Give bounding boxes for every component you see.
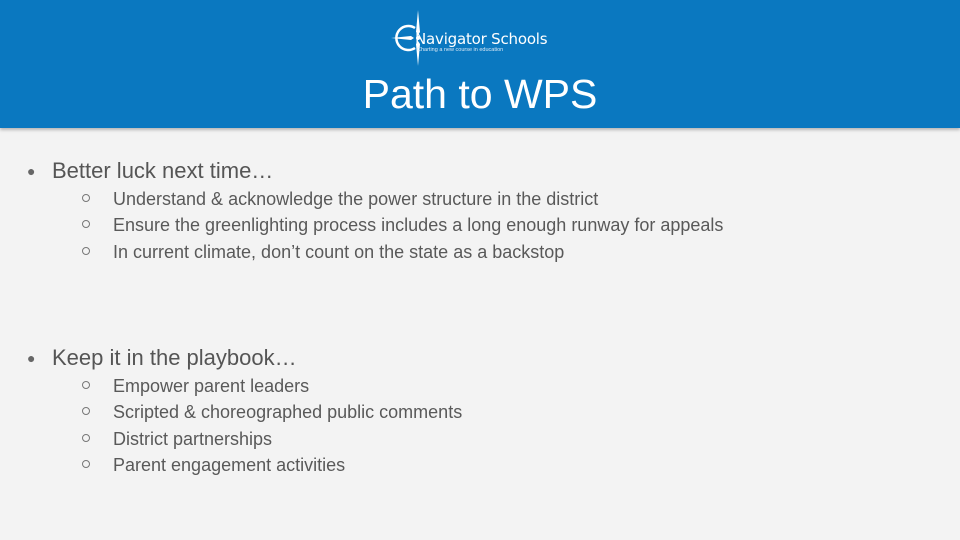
bullet-ring-icon: [82, 407, 90, 415]
list-item: Parent engagement activities: [113, 454, 345, 476]
bullet-ring-icon: [82, 381, 90, 389]
section-heading-text: Keep it in the playbook…: [52, 345, 297, 370]
bullet-ring-icon: [82, 247, 90, 255]
bullet-dot-icon: ●: [27, 350, 36, 366]
list-item: Scripted & choreographed public comments: [113, 401, 462, 423]
list-item: District partnerships: [113, 428, 272, 450]
logo-name: Navigator Schools: [415, 30, 548, 48]
section-heading-better-luck: [27, 158, 274, 184]
list-item: Empower parent leaders: [113, 375, 309, 397]
bullet-ring-icon: [82, 460, 90, 468]
section-heading-text: Better luck next time…: [52, 158, 274, 183]
list-item: In current climate, don’t count on the state as a backstop: [113, 241, 564, 263]
slide-header: [0, 0, 960, 128]
section-heading-playbook: [27, 345, 297, 371]
bullet-ring-icon: [82, 194, 90, 202]
list-item: Understand & acknowledge the power structure in the district: [113, 188, 598, 210]
list-item: Ensure the greenlighting process includes a long enough runway for appeals: [113, 214, 723, 236]
bullet-ring-icon: [82, 220, 90, 228]
slide-title: Path to WPS: [362, 71, 598, 117]
logo-tagline: Charting a new course in education: [417, 47, 504, 53]
bullet-ring-icon: [82, 434, 90, 442]
bullet-dot-icon: ●: [27, 163, 36, 179]
navigator-schools-logo: [389, 10, 589, 66]
